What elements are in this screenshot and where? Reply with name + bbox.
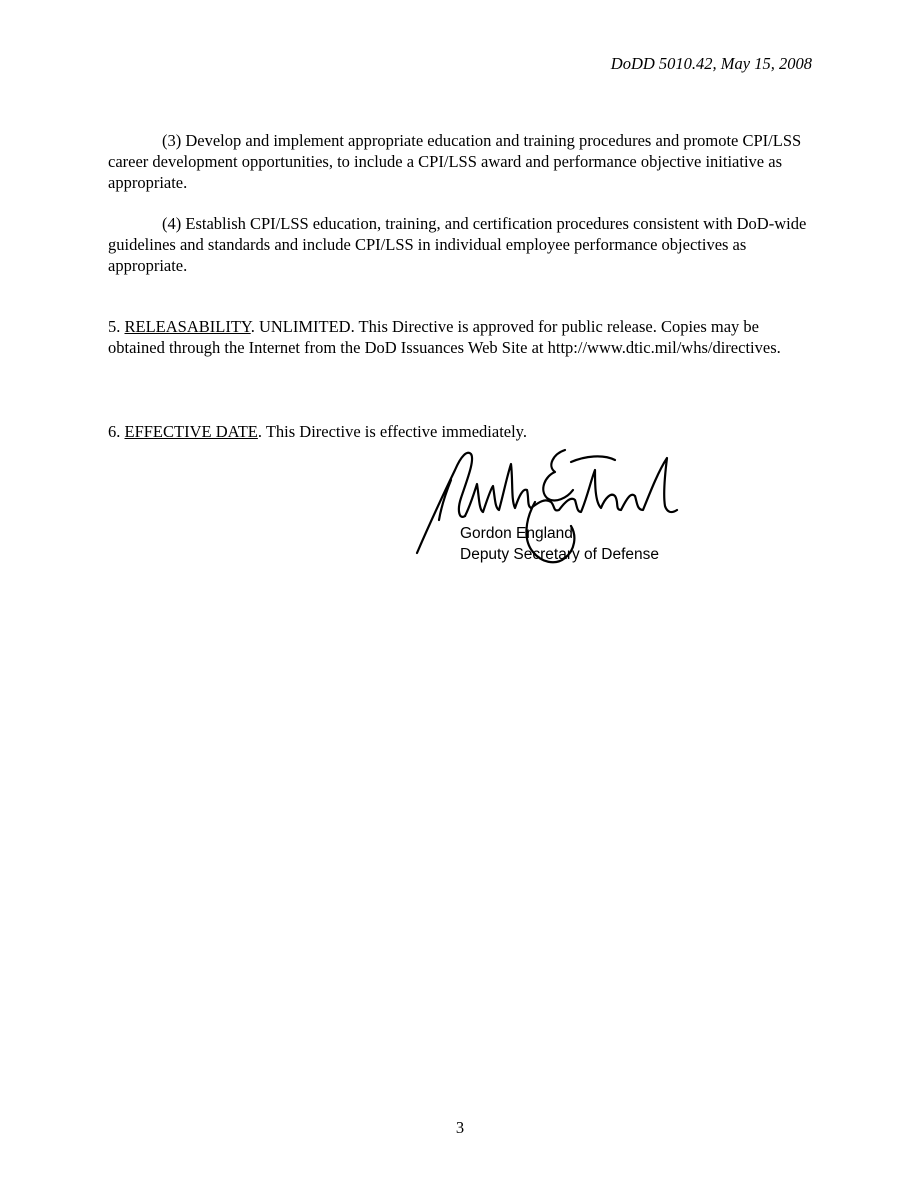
section-effective-date (108, 421, 808, 442)
signatory-name-title (460, 523, 659, 565)
signatory-name: Gordon England (460, 525, 573, 542)
item-3-text: (3) Develop and implement appropriate education and training procedures and promote CPI/LSS career development opportunities, to include a CPI/LSS award and performance objective initiative as appropriate. (108, 131, 802, 192)
section-6-number: 6. (108, 422, 121, 441)
section-6-body: . This Directive is effective immediately. (257, 422, 527, 441)
paragraph-item-4 (108, 213, 808, 276)
page-number: 3 (455, 1118, 465, 1137)
section-5-heading: RELEASABILITY (124, 317, 251, 336)
signatory-title: Deputy Secretary of Defense (460, 546, 660, 563)
document-reference-header: DoDD 5010.42, May 15, 2008 (610, 54, 812, 73)
section-5-body: . UNLIMITED. This Directive is approved for public release. Copies may be obtained through the Internet from the DoD Issuances Web Site at http://www.dtic.mil/whs/directives. (108, 317, 781, 357)
section-releasability (108, 316, 808, 358)
section-5-number: 5. (108, 317, 121, 336)
paragraph-item-3 (108, 130, 808, 193)
section-6-heading: EFFECTIVE DATE (124, 422, 258, 441)
item-4-text: (4) Establish CPI/LSS education, training, and certification procedures consistent with DoD-wide guidelines and standards and include CPI/LSS in individual employee performance objectives as appropriate. (108, 214, 807, 275)
signature-block (415, 440, 695, 580)
